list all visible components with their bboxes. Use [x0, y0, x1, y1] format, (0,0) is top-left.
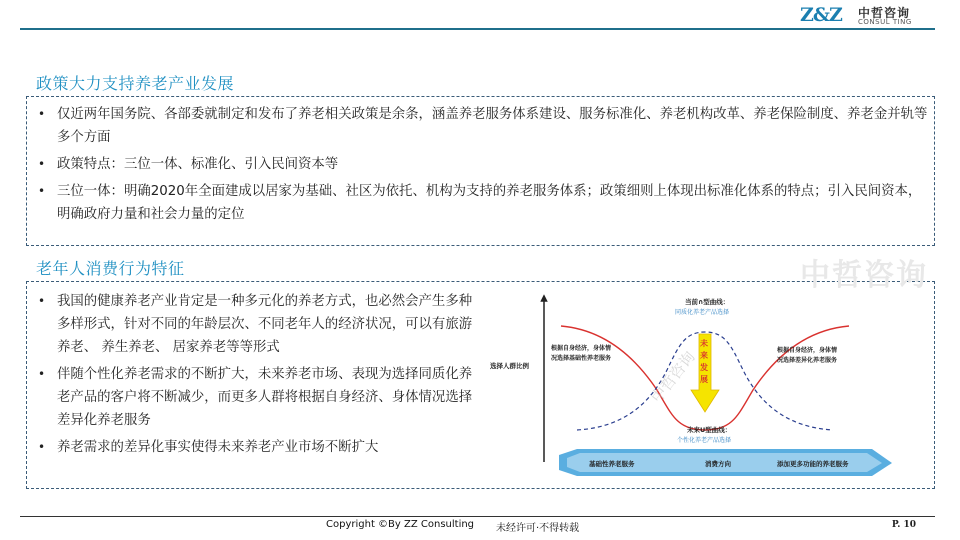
logo-mark: Z&Z: [800, 4, 842, 26]
y-axis-label: 选择人群比例: [490, 362, 529, 370]
page-number: P. 10: [891, 520, 916, 530]
copyright-text: Copyright ©By ZZ Consulting: [326, 519, 475, 530]
logo-chinese-name: 中哲咨询: [858, 6, 911, 20]
band-label-right: 添加更多功能的养老服务: [777, 460, 849, 468]
footer: [0, 517, 960, 537]
bullet-item: • 我国的健康养老产业肯定是一种多元化的养老方式，也必然会产生多种多样形式，针对不同的年龄层次、不同老年人的经济状况，可以有旅游养老、 养生养老、 居家养老等等形式: [30, 290, 485, 359]
right-note-line2: 况选择差异化养老服务: [777, 357, 838, 364]
band-label-left: 基础性养老服务: [589, 460, 635, 468]
top-curve-subtitle: 同质化养老产品选择: [675, 309, 730, 316]
right-note-line1: 根据自身经济，身体情: [777, 347, 838, 354]
bullet-item: • 政策特点：三位一体、标准化、引入民间资本等: [30, 153, 930, 176]
section-title-policy: 政策大力支持养老产业发展: [36, 74, 235, 93]
bullet-item: • 伴随个性化养老需求的不断扩大，未来养老市场、表现为选择同质化养老产品的客户将不断减少，而更多人群将根据自身经济、身体情况选择差异化养老服务: [30, 363, 485, 432]
section-title-consumer: 老年人消费行为特征: [36, 259, 185, 278]
page-watermark: 中哲咨询: [800, 258, 928, 293]
bullet-item: • 三位一体：明确2020年全面建成以居家为基础、社区为依托、机构为支持的养老服务体系；政策细则上体现出标准化体系的特点；引入民间资本，明确政府力量和社会力量的定位: [30, 180, 930, 226]
left-note-line1: 根据自身经济，身体情: [551, 345, 612, 352]
top-curve-title: 当前∩型曲线：: [685, 298, 730, 306]
arrow-text-2: 来: [700, 351, 708, 360]
company-logo: [800, 4, 940, 28]
bullet-item: • 养老需求的差异化事实使得未来养老产业市场不断扩大: [30, 436, 485, 459]
arrow-text-3: 发: [700, 363, 708, 372]
consumer-bullet-list: [30, 290, 485, 463]
diagram-watermark: 中哲咨询: [647, 347, 699, 407]
band-label-mid: 消费方向: [705, 460, 731, 468]
policy-bullet-list: [30, 103, 930, 230]
header-divider: [20, 28, 935, 30]
bullet-item: • 仅近两年国务院、各部委就制定和发布了养老相关政策是余条，涵盖养老服务体系建设、服务标准化、养老机构改革、养老保险制度、养老金并轨等多个方面: [30, 103, 930, 149]
bottom-curve-title: 未来U型曲线：: [687, 426, 732, 434]
arrow-text-4: 展: [700, 375, 708, 384]
left-note-line2: 况选择基础性养老服务: [551, 355, 612, 362]
bottom-curve-subtitle: 个性化养老产品选择: [677, 437, 732, 444]
arrow-text-1: 未: [700, 339, 708, 348]
rights-text: 未经许可·不得转载: [496, 523, 580, 534]
logo-english-name: CONSUL TING: [858, 18, 912, 26]
demand-curve-diagram: [487, 290, 907, 482]
